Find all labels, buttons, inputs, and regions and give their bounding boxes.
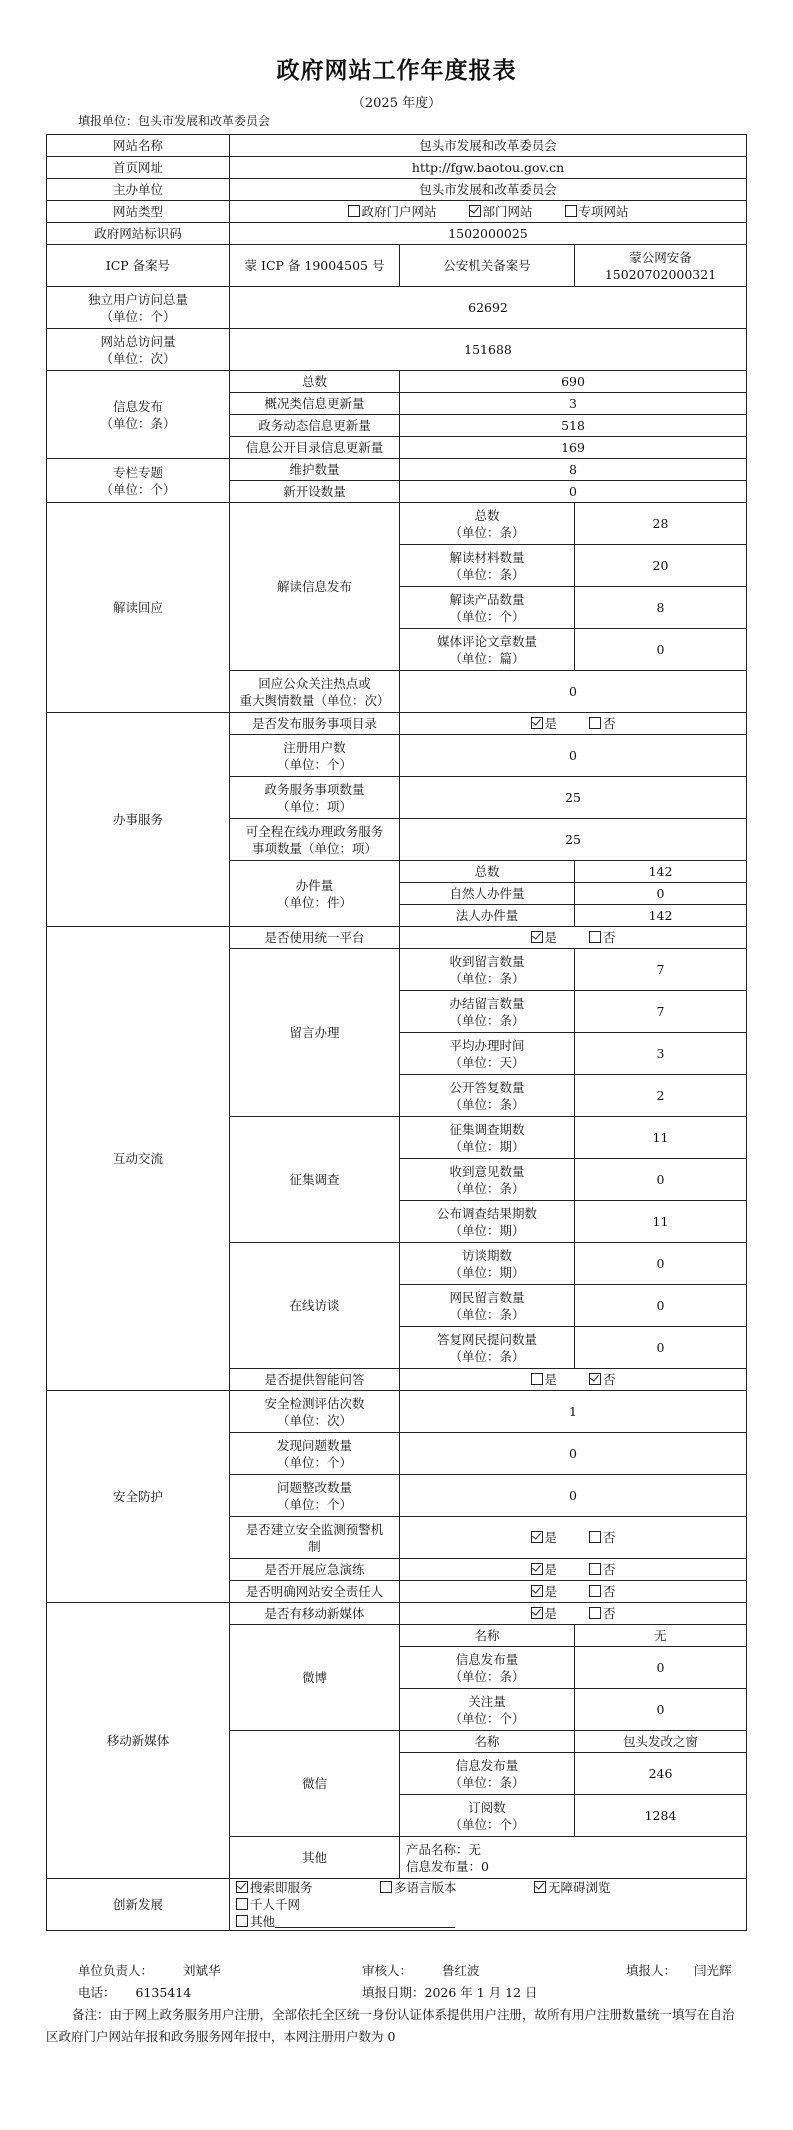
interact-section-label: 互动交流 xyxy=(47,927,230,1391)
interp-row-value: 8 xyxy=(575,587,747,629)
msg-row-value: 3 xyxy=(575,1033,747,1075)
smart-qa-no-option[interactable]: 否 xyxy=(589,1371,616,1388)
survey-row-label: 征集调查期数 （单位：期） xyxy=(400,1117,575,1159)
smart-qa-yes-option[interactable]: 是 xyxy=(531,1371,558,1388)
sponsor-value: 包头市发展和改革委员会 xyxy=(230,179,747,201)
site-type-label: 网站类型 xyxy=(47,201,230,223)
topic-section-label: 专栏专题 （单位：个） xyxy=(47,459,230,503)
pv-value: 151688 xyxy=(230,329,747,371)
site-type-options xyxy=(230,201,747,223)
checkbox-icon xyxy=(565,205,577,217)
info-row-value: 169 xyxy=(400,437,747,459)
innovation-search-option[interactable]: 搜索即服务 xyxy=(236,1879,376,1896)
innovation-section-label: 创新发展 xyxy=(47,1879,230,1931)
talk-row-value: 0 xyxy=(575,1327,747,1369)
weibo-name-value: 无 xyxy=(575,1625,747,1647)
report-title: 政府网站工作年度报表 xyxy=(276,57,517,84)
talk-row-label: 网民留言数量 （单位：条） xyxy=(400,1285,575,1327)
other-media-value: 产品名称：无 信息发布量：0 xyxy=(400,1837,747,1879)
interp-section-label: 解读回应 xyxy=(47,503,230,713)
uv-value: 62692 xyxy=(230,287,747,329)
msg-row-value: 7 xyxy=(575,991,747,1033)
innovation-options xyxy=(230,1879,747,1931)
checkbox-icon xyxy=(531,1373,543,1385)
interp-row-value: 0 xyxy=(575,629,747,671)
site-code-label: 政府网站标识码 xyxy=(47,223,230,245)
innovation-accessibility-option[interactable]: 无障碍浏览 xyxy=(534,1879,684,1896)
checked-checkbox-icon xyxy=(531,1563,543,1575)
volume-row-value: 0 xyxy=(575,883,747,905)
survey-row-value: 0 xyxy=(575,1159,747,1201)
topic-row-label: 维护数量 xyxy=(230,459,400,481)
checked-checkbox-icon xyxy=(531,1585,543,1597)
catalog-options xyxy=(400,713,747,735)
topic-row-label: 新开设数量 xyxy=(230,481,400,503)
info-row-label: 总数 xyxy=(230,371,400,393)
survey-row-value: 11 xyxy=(575,1201,747,1243)
info-row-value: 690 xyxy=(400,371,747,393)
wechat-label: 微信 xyxy=(230,1731,400,1837)
msg-row-label: 办结留言数量 （单位：条） xyxy=(400,991,575,1033)
msg-row-label: 收到留言数量 （单位：条） xyxy=(400,949,575,991)
checkbox-icon xyxy=(380,1881,392,1893)
head-signature: 单位负责人： 刘斌华 xyxy=(78,1963,221,1978)
innovation-other-blank xyxy=(275,1915,455,1928)
weibo-name-label: 名称 xyxy=(400,1625,575,1647)
innovation-multilang-option[interactable]: 多语言版本 xyxy=(380,1879,530,1896)
checked-checkbox-icon xyxy=(531,717,543,729)
reviewer-signature: 审核人： 鲁红波 xyxy=(362,1963,480,1978)
hot-response-value: 0 xyxy=(400,671,747,713)
info-row-value: 3 xyxy=(400,393,747,415)
security-section-label: 安全防护 xyxy=(47,1391,230,1603)
drill-yes-option[interactable]: 是 xyxy=(531,1561,558,1578)
filler-signature: 填报人： 闫光辉 xyxy=(626,1963,732,1978)
volume-row-label: 自然人办件量 xyxy=(400,883,575,905)
info-row-value: 518 xyxy=(400,415,747,437)
fixed-issues-value: 0 xyxy=(400,1475,747,1517)
platform-options xyxy=(400,927,747,949)
responsible-no-option[interactable]: 否 xyxy=(589,1583,616,1600)
has-mobile-options xyxy=(400,1603,747,1625)
innovation-personalized-option[interactable]: 千人千网 xyxy=(236,1896,300,1913)
warning-mechanism-options xyxy=(400,1517,747,1559)
talk-row-value: 0 xyxy=(575,1243,747,1285)
checkbox-icon xyxy=(589,1531,601,1543)
catalog-no-option[interactable]: 否 xyxy=(589,715,616,732)
checked-checkbox-icon xyxy=(236,1881,248,1893)
msg-row-value: 7 xyxy=(575,949,747,991)
catalog-yes-option[interactable]: 是 xyxy=(531,715,558,732)
site-type-option-portal[interactable]: 政府门户网站 xyxy=(348,203,437,220)
interp-row-value: 20 xyxy=(575,545,747,587)
site-name-label: 网站名称 xyxy=(47,135,230,157)
mobile-yes-option[interactable]: 是 xyxy=(531,1605,558,1622)
volume-label: 办件量 （单位：件） xyxy=(230,861,400,927)
responsible-person-label: 是否明确网站安全责任人 xyxy=(230,1581,400,1603)
smart-qa-label: 是否提供智能问答 xyxy=(230,1369,400,1391)
reg-users-value: 0 xyxy=(400,735,747,777)
talk-row-label: 答复网民提问数量 （单位：条） xyxy=(400,1327,575,1369)
report-table xyxy=(46,134,747,1931)
checked-checkbox-icon xyxy=(469,205,481,217)
site-code-value: 1502000025 xyxy=(230,223,747,245)
weibo-posts-label: 信息发布量 （单位：条） xyxy=(400,1647,575,1689)
topic-row-value: 8 xyxy=(400,459,747,481)
has-mobile-label: 是否有移动新媒体 xyxy=(230,1603,400,1625)
checked-checkbox-icon xyxy=(534,1881,546,1893)
platform-no-option[interactable]: 否 xyxy=(589,929,616,946)
icp-value: 蒙 ICP 备 19004505 号 xyxy=(230,245,400,287)
responsible-person-options xyxy=(400,1581,747,1603)
reg-users-label: 注册用户数 （单位：个） xyxy=(230,735,400,777)
smart-qa-options xyxy=(400,1369,747,1391)
talk-label: 在线访谈 xyxy=(230,1243,400,1369)
volume-row-value: 142 xyxy=(575,861,747,883)
site-type-option-department[interactable]: 部门网站 xyxy=(469,203,533,220)
online-items-value: 25 xyxy=(400,819,747,861)
msg-row-value: 2 xyxy=(575,1075,747,1117)
checked-checkbox-icon xyxy=(531,1607,543,1619)
volume-row-value: 142 xyxy=(575,905,747,927)
drill-no-option[interactable]: 否 xyxy=(589,1561,616,1578)
responsible-yes-option[interactable]: 是 xyxy=(531,1583,558,1600)
interp-row-label: 总数 （单位：条） xyxy=(400,503,575,545)
checkbox-icon xyxy=(236,1898,248,1910)
phone: 电话： 6135414 xyxy=(78,1985,192,2000)
catalog-label: 是否发布服务事项目录 xyxy=(230,713,400,735)
talk-row-value: 0 xyxy=(575,1285,747,1327)
police-record-value: 蒙公网安备 15020702000321 xyxy=(575,245,747,287)
interp-row-value: 28 xyxy=(575,503,747,545)
weibo-fans-label: 关注量 （单位：个） xyxy=(400,1689,575,1731)
fixed-issues-label: 问题整改数量 （单位：个） xyxy=(230,1475,400,1517)
interp-row-label: 媒体评论文章数量 （单位：篇） xyxy=(400,629,575,671)
weibo-posts-value: 0 xyxy=(575,1647,747,1689)
platform-yes-option[interactable]: 是 xyxy=(531,929,558,946)
talk-row-label: 访谈期数 （单位：期） xyxy=(400,1243,575,1285)
checkbox-icon xyxy=(236,1915,248,1927)
checked-checkbox-icon xyxy=(531,1531,543,1543)
info-row-label: 政务动态信息更新量 xyxy=(230,415,400,437)
wechat-name-label: 名称 xyxy=(400,1731,575,1753)
info-row-label: 信息公开目录信息更新量 xyxy=(230,437,400,459)
volume-row-label: 法人办件量 xyxy=(400,905,575,927)
warning-yes-option[interactable]: 是 xyxy=(531,1529,558,1546)
site-type-option-special[interactable]: 专项网站 xyxy=(565,203,629,220)
checked-checkbox-icon xyxy=(589,1373,601,1385)
drill-label: 是否开展应急演练 xyxy=(230,1559,400,1581)
platform-label: 是否使用统一平台 xyxy=(230,927,400,949)
wechat-subs-label: 订阅数 （单位：个） xyxy=(400,1795,575,1837)
msg-label: 留言办理 xyxy=(230,949,400,1117)
online-items-label: 可全程在线办理政务服务 事项数量（单位：项） xyxy=(230,819,400,861)
warning-no-option[interactable]: 否 xyxy=(589,1529,616,1546)
wechat-posts-value: 246 xyxy=(575,1753,747,1795)
found-issues-label: 发现问题数量 （单位：个） xyxy=(230,1433,400,1475)
innovation-other-option[interactable]: 其他 xyxy=(236,1913,744,1930)
service-items-value: 25 xyxy=(400,777,747,819)
uv-label: 独立用户访问总量 （单位：个） xyxy=(47,287,230,329)
footnote: 备注：由于网上政务服务用户注册，全部依托全区统一身份认证体系提供用户注册，故所有用户注册数量统一填写在自治区政府门户网站年报和政务服务网年报中，本网注册用户数为 0 xyxy=(46,2007,735,2044)
info-row-label: 概况类信息更新量 xyxy=(230,393,400,415)
volume-row-label: 总数 xyxy=(400,861,575,883)
wechat-name-value: 包头发改之窗 xyxy=(575,1731,747,1753)
icp-label: ICP 备案号 xyxy=(47,245,230,287)
interp-row-label: 解读产品数量 （单位：个） xyxy=(400,587,575,629)
msg-row-label: 平均办理时间 （单位：天） xyxy=(400,1033,575,1075)
checkbox-icon xyxy=(348,205,360,217)
fill-date: 填报日期：2026 年 1 月 12 日 xyxy=(362,1985,538,2000)
topic-row-value: 0 xyxy=(400,481,747,503)
msg-row-label: 公开答复数量 （单位：条） xyxy=(400,1075,575,1117)
other-media-label: 其他 xyxy=(230,1837,400,1879)
checkbox-icon xyxy=(589,1607,601,1619)
wechat-posts-label: 信息发布量 （单位：条） xyxy=(400,1753,575,1795)
homepage-label: 首页网址 xyxy=(47,157,230,179)
weibo-fans-value: 0 xyxy=(575,1689,747,1731)
homepage-value: http://fgw.baotou.gov.cn xyxy=(230,157,747,179)
survey-label: 征集调查 xyxy=(230,1117,400,1243)
checkbox-icon xyxy=(589,717,601,729)
found-issues-value: 0 xyxy=(400,1433,747,1475)
police-record-label: 公安机关备案号 xyxy=(400,245,575,287)
survey-row-value: 11 xyxy=(575,1117,747,1159)
interp-row-label: 解读材料数量 （单位：条） xyxy=(400,545,575,587)
service-section-label: 办事服务 xyxy=(47,713,230,927)
sponsor-label: 主办单位 xyxy=(47,179,230,201)
weibo-label: 微博 xyxy=(230,1625,400,1731)
mobile-section-label: 移动新媒体 xyxy=(47,1603,230,1879)
hot-response-label: 回应公众关注热点或 重大舆情数量（单位：次） xyxy=(230,671,400,713)
survey-row-label: 收到意见数量 （单位：条） xyxy=(400,1159,575,1201)
report-year: （2025 年度） xyxy=(351,96,442,111)
checked-checkbox-icon xyxy=(531,931,543,943)
checkbox-icon xyxy=(589,1585,601,1597)
drill-options xyxy=(400,1559,747,1581)
eval-value: 1 xyxy=(400,1391,747,1433)
checkbox-icon xyxy=(589,931,601,943)
warning-mechanism-label: 是否建立安全监测预警机 制 xyxy=(230,1517,400,1559)
service-items-label: 政务服务事项数量 （单位：项） xyxy=(230,777,400,819)
pv-label: 网站总访问量 （单位：次） xyxy=(47,329,230,371)
site-name-value: 包头市发展和改革委员会 xyxy=(230,135,747,157)
checkbox-icon xyxy=(589,1563,601,1575)
interp-sub-label: 解读信息发布 xyxy=(230,503,400,671)
filler-unit: 填报单位：包头市发展和改革委员会 xyxy=(78,114,271,128)
survey-row-label: 公布调查结果期数 （单位：期） xyxy=(400,1201,575,1243)
info-section-label: 信息发布 （单位：条） xyxy=(47,371,230,459)
wechat-subs-value: 1284 xyxy=(575,1795,747,1837)
eval-label: 安全检测评估次数 （单位：次） xyxy=(230,1391,400,1433)
mobile-no-option[interactable]: 否 xyxy=(589,1605,616,1622)
